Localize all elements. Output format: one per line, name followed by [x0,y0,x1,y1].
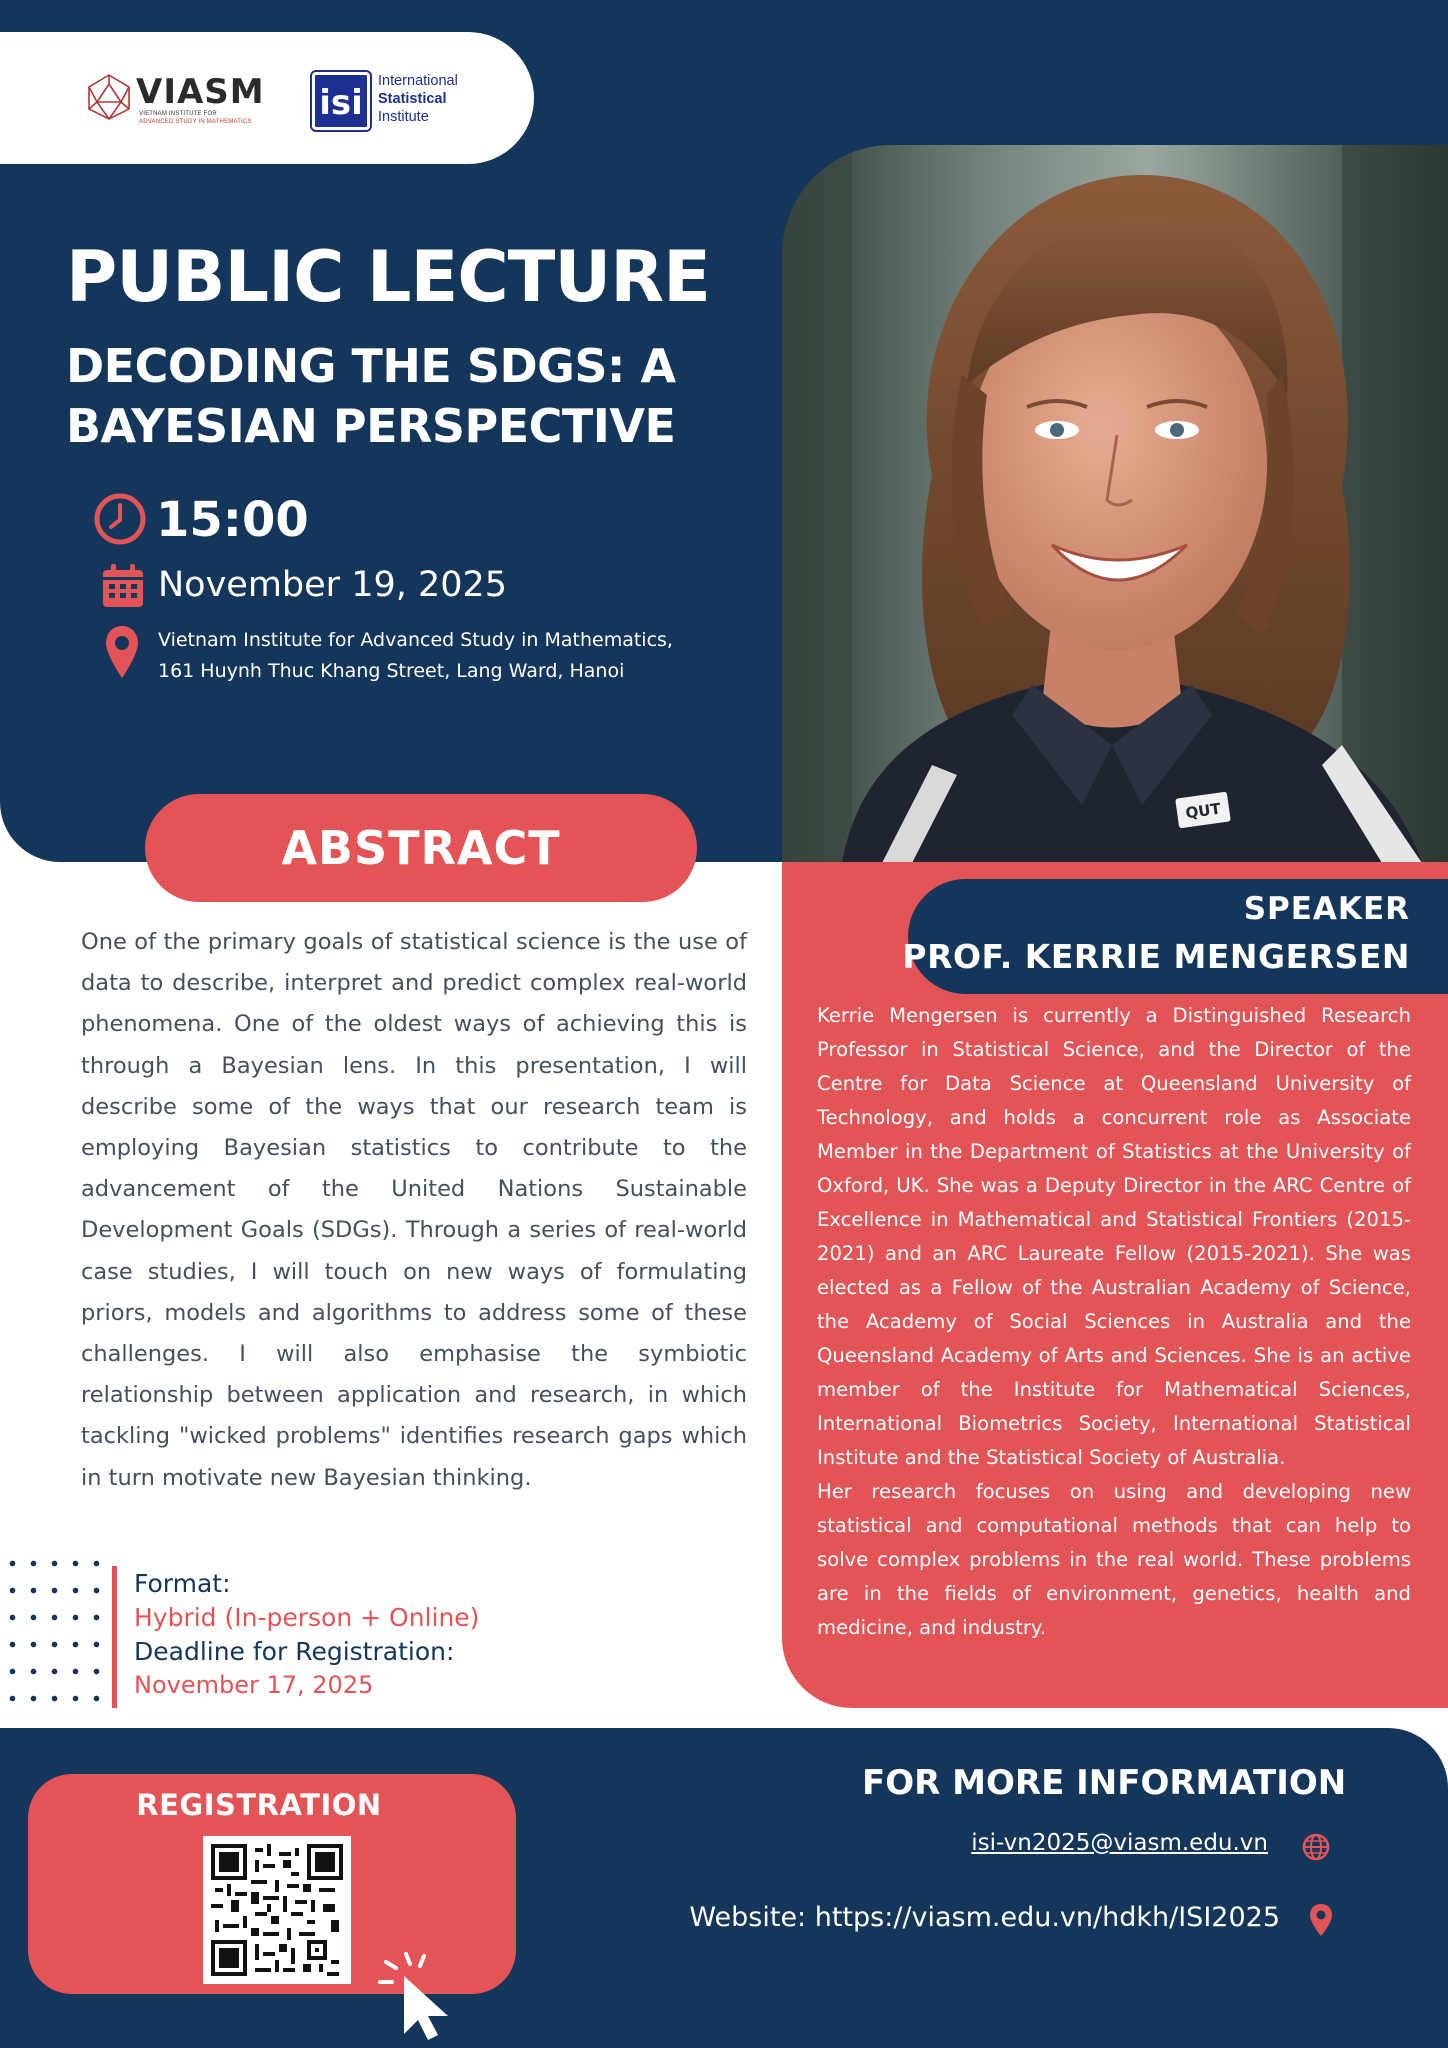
click-cursor-icon [372,1944,482,2044]
format-accent-bar [112,1566,117,1708]
isi-line-3: Institute [378,109,429,125]
location-line-1: Vietnam Institute for Advanced Study in Mathematics, [158,629,673,651]
dot-pattern [0,1548,106,1716]
format-value: Hybrid (In-person + Online) [134,1603,480,1632]
contact-email-link[interactable]: isi-vn2025@viasm.edu.vn [971,1830,1268,1856]
speaker-portrait [782,145,1448,863]
page-title: PUBLIC LECTURE [66,236,710,318]
viasm-name: VIASM [136,72,265,112]
bio-paragraph-1: Kerrie Mengersen is currently a Distinguished Research Professor in Statistical Science, and the Director of the Centre for Data Science at Queensland University of Technology, and holds a concurrent role as Associate Member in the Department of Statistics at the University of Oxford, UK. She was a Deputy Director in the ARC Centre of Excellence in Mathematical and Statistical Frontiers (2015-2021) and an ARC Laureate Fellow (2015-2021). She was elected as a Fellow of the Australian Academy of Science, the Academy of Social Sciences in Australia and the Queensland Academy of Arts and Sciences. She is an active member of the Institute for Mathematical Sciences, International Biometrics Society, International Statistical Institute and the Statistical Society of Australia. [817,1004,1411,1469]
speaker-bio [817,999,1411,1645]
deadline-value: November 17, 2025 [134,1671,374,1699]
isi-mark: isi [312,72,370,130]
viasm-subtitle-1: VIETNAM INSTITUTE FOR [139,111,217,117]
isi-logo [312,70,488,132]
deadline-label: Deadline for Registration: [134,1637,455,1666]
isi-line-1: International [378,73,458,89]
isi-line-2: Statistical [378,91,447,107]
shirt-logo-text: QUT [1184,799,1222,823]
more-info-heading: FOR MORE INFORMATION [862,1763,1347,1803]
viasm-polyhedron-icon [84,72,134,122]
website-link[interactable]: Website: https://viasm.edu.vn/hdkh/ISI2025 [689,1902,1280,1933]
bio-paragraph-2: Her research focuses on using and developing new statistical and computational methods that can help to solve complex problems in the real world. These problems are in the fields of environment, genetics, health and medicine, and industry. [817,1480,1411,1639]
globe-icon [1302,1833,1330,1861]
location-pin-icon [1308,1903,1334,1937]
event-time: 15:00 [156,492,309,548]
abstract-text: One of the primary goals of statistical science is the use of data to describe, interpret and predict complex real-world phenomena. One of the oldest ways of achieving this is through a Bayesian lens. In this presentation, I will describe some of the ways that our research team is employing Bayesian statistics to contribute to the advancement of the United Nations Sustainable Development Goals (SDGs). Through a series of real-world case studies, I will touch on new ways of formulating priors, models and algorithms to address some of these challenges. I will also emphasise the symbiotic relationship between application and research, in which tackling "wicked problems" identifies research gaps which in turn motivate new Bayesian thinking. [81,929,747,1491]
viasm-subtitle-2: ADVANCED STUDY IN MATHEMATICS [139,119,252,125]
event-date: November 19, 2025 [158,565,508,605]
registration-qr-code[interactable] [203,1836,351,1984]
location-pin-icon [104,624,140,680]
event-location [158,625,673,687]
viasm-logo [84,68,264,132]
location-line-2: 161 Huynh Thuc Khang Street, Lang Ward, Hanoi [158,660,625,682]
calendar-icon [101,563,145,609]
qr-code-image [211,1844,343,1976]
abstract-heading: ABSTRACT [145,794,697,902]
format-label: Format: [134,1569,231,1598]
registration-label: REGISTRATION [136,1788,382,1822]
speaker-heading [902,879,1448,994]
speaker-photo [782,145,1448,863]
lecture-subtitle: DECODING THE SDGS: A BAYESIAN PERSPECTIVE [66,339,676,453]
speaker-name: PROF. KERRIE MENGERSEN [902,937,1410,976]
speaker-label: SPEAKER [1243,891,1410,927]
clock-icon [93,492,147,546]
